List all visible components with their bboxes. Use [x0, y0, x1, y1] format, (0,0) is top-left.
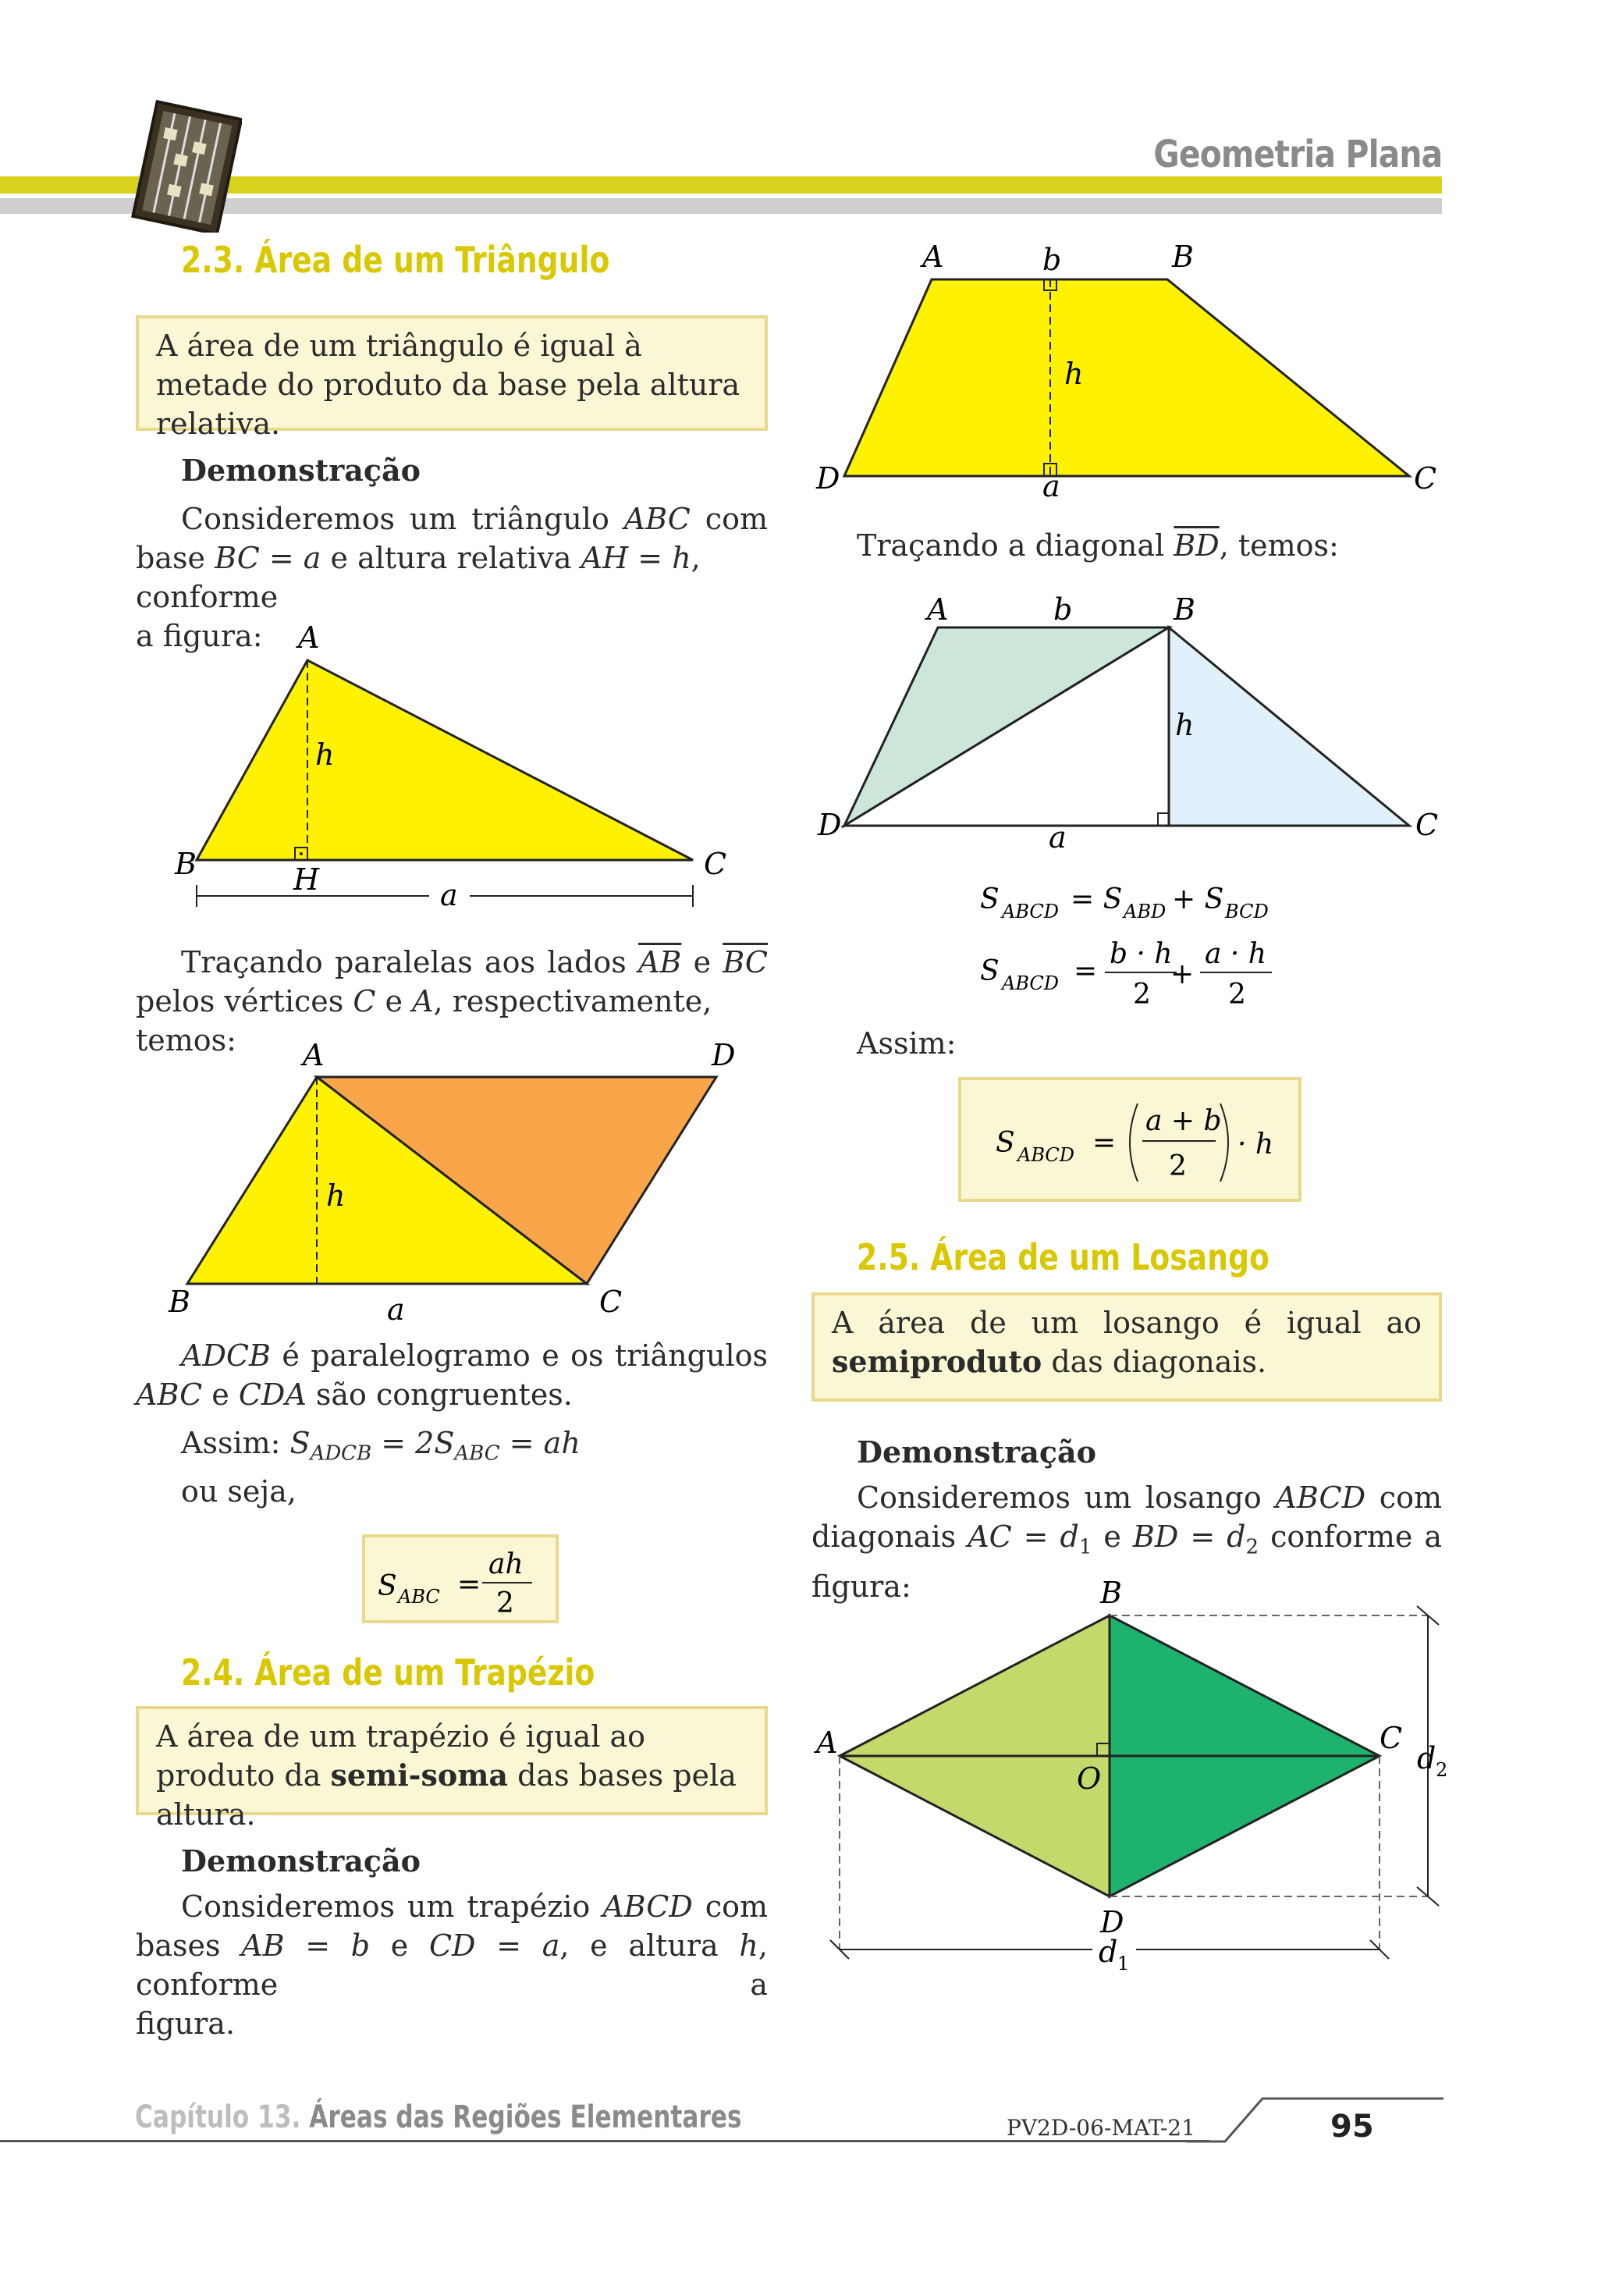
svg-text:A: A: [816, 1726, 838, 1760]
header-title: Geometria Plana: [1153, 133, 1442, 176]
label-h: h: [315, 737, 335, 772]
svg-text:b: b: [1042, 243, 1062, 277]
label-h: h: [326, 1178, 346, 1213]
svg-text:ABD: ABD: [1124, 901, 1167, 922]
label-A: A: [303, 1038, 325, 1072]
paragraph-triangle: Consideremos um triângulo ABC com base BC = a e altura relativa AH = h, conforme a figura:: [136, 502, 768, 653]
theorem-box-triangle: A área de um triângulo é igual à metade do produto da base pela altura relativa.: [136, 315, 768, 431]
svg-text:B: B: [1172, 240, 1194, 274]
section-title-2-3: 2.3. Área de um Triângulo: [181, 239, 610, 281]
svg-text:+: +: [1170, 958, 1195, 990]
svg-text:ah: ah: [488, 1548, 524, 1580]
svg-text:S: S: [378, 1570, 397, 1602]
svg-text:ABCD: ABCD: [1017, 1144, 1075, 1166]
svg-text:C: C: [1415, 808, 1439, 842]
svg-text:a: a: [1042, 469, 1060, 499]
footer-code: PV2D-06-MAT-21: [1007, 2115, 1195, 2141]
paragraph-rhombus: Consideremos um losango ABCD com diagonais AC = $d_1$ e BD = $d_2$ conforme a figura:: [811, 1480, 1443, 1604]
svg-text:=: =: [1092, 1127, 1117, 1159]
svg-text:ABCD: ABCD: [1002, 901, 1060, 922]
theorem-box-trapezoid: A área de um trapézio é igual ao produto da semi-soma das bases pela altura.: [136, 1706, 768, 1815]
demo-heading-triangle: Demonstração: [181, 453, 421, 488]
paragraph-congruent: ADCB é paralelogramo e os triângulos ABC e CDA são congruentes.: [136, 1338, 768, 1412]
svg-text:+ S: + S: [1172, 883, 1224, 915]
svg-text:2: 2: [1133, 979, 1151, 1011]
svg-text:B: B: [1100, 1576, 1122, 1610]
svg-text:D: D: [1100, 1905, 1124, 1939]
paragraph-parallels: Traçando paralelas aos lados $\overline{AB}$ e $\overline{BC}$ pelos vértices C e A, respectivamente, temos:: [136, 945, 768, 1057]
paragraph-trapezoid: Consideremos um trapézio ABCD com bases AB = b e CD = a, e altura h, conforme a figura.: [136, 1889, 768, 2041]
label-A: A: [298, 620, 320, 655]
formula-box-trapezoid: [958, 1077, 1301, 1202]
svg-text:d: d: [1417, 1741, 1436, 1775]
svg-text:ABC: ABC: [398, 1586, 440, 1608]
svg-text:B: B: [1174, 592, 1195, 627]
svg-text:· h: · h: [1238, 1128, 1274, 1160]
paragraph-diagonal: Traçando a diagonal $\overline{BD}$, temos:: [857, 528, 1339, 563]
trapezoid-figure-2: [811, 587, 1451, 852]
svg-text:A: A: [927, 592, 949, 627]
svg-text:ABCD: ABCD: [1002, 972, 1060, 994]
svg-text:a: a: [1049, 820, 1067, 852]
svg-text:a · h: a · h: [1205, 938, 1266, 970]
svg-text:S: S: [980, 883, 1000, 915]
svg-text:=: =: [457, 1569, 481, 1601]
svg-text:=: =: [1074, 955, 1098, 987]
label-H: H: [293, 862, 320, 897]
svg-text:2: 2: [496, 1587, 514, 1619]
label-B: B: [175, 847, 197, 881]
label-a: a: [440, 878, 458, 912]
svg-text:D: D: [816, 461, 840, 496]
svg-text:b · h: b · h: [1110, 938, 1173, 970]
assim-trapezoid: Assim:: [857, 1026, 957, 1061]
ou-seja: ou seja,: [181, 1474, 297, 1509]
svg-text:S: S: [980, 955, 1000, 987]
svg-text:D: D: [818, 808, 842, 842]
formula-box-triangle: [362, 1534, 559, 1623]
svg-text:2: 2: [1228, 979, 1246, 1011]
footer-chapter: Capítulo 13. Áreas das Regiões Elementares: [135, 2099, 742, 2135]
label-a: a: [387, 1292, 405, 1327]
abacus-logo: [117, 100, 242, 233]
svg-text:1: 1: [1117, 1953, 1130, 1974]
label-C: C: [599, 1285, 623, 1319]
svg-text:BCD: BCD: [1225, 901, 1269, 922]
svg-text:d: d: [1099, 1935, 1118, 1969]
footer-tab: [1186, 2095, 1444, 2145]
svg-text:2: 2: [1169, 1150, 1187, 1182]
label-D: D: [712, 1038, 736, 1072]
label-B: B: [169, 1285, 190, 1319]
demo-heading-rhombus: Demonstração: [857, 1434, 1097, 1470]
svg-text:A: A: [922, 240, 944, 274]
svg-text:= S: = S: [1071, 883, 1123, 915]
rhombus-figure: [811, 1569, 1459, 1974]
svg-text:b: b: [1053, 592, 1073, 627]
trapezoid-figure-1: [811, 234, 1451, 499]
triangle-figure: [172, 617, 765, 921]
parallelogram-figure: [156, 1034, 765, 1331]
section-title-2-4: 2.4. Área de um Trapézio: [181, 1651, 595, 1694]
label-C: C: [704, 847, 727, 881]
svg-text:a + b: a + b: [1145, 1105, 1222, 1137]
svg-text:h: h: [1175, 708, 1195, 742]
svg-text:2: 2: [1436, 1759, 1448, 1781]
demo-heading-trapezoid: Demonstração: [181, 1843, 421, 1878]
page-number: 95: [1330, 2109, 1374, 2145]
theorem-box-rhombus: A área de um losango é igual ao semiproduto das diagonais.: [811, 1292, 1442, 1402]
trapezoid-equations: [968, 874, 1311, 1022]
svg-text:O: O: [1077, 1761, 1102, 1796]
section-title-2-5: 2.5. Área de um Losango: [857, 1236, 1270, 1278]
svg-text:S: S: [996, 1127, 1015, 1159]
svg-text:h: h: [1064, 357, 1084, 391]
equation-assim: Assim: $S_{ADCB} = 2S_{ABC}$ = ah: [181, 1426, 581, 1466]
svg-text:C: C: [1380, 1721, 1403, 1755]
svg-text:C: C: [1414, 461, 1437, 496]
